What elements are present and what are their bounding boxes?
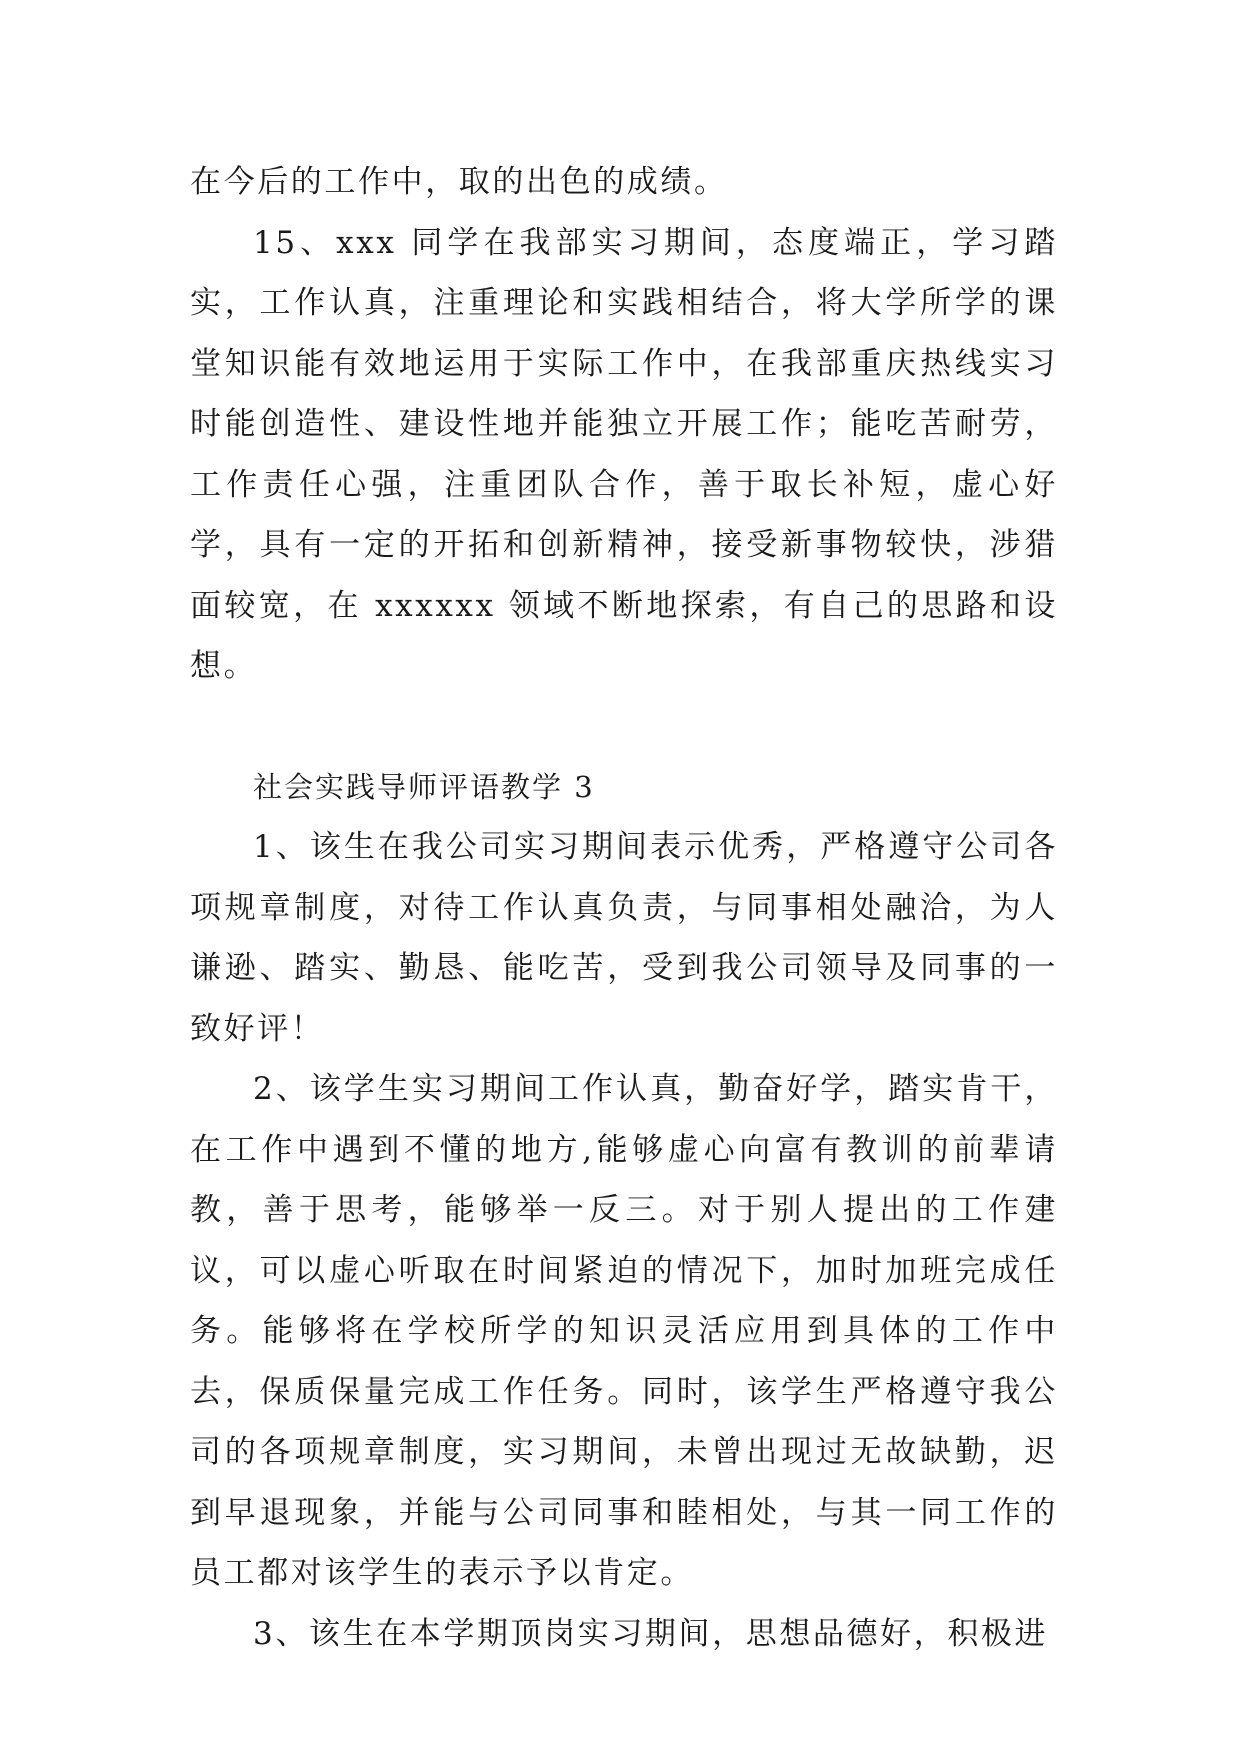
paragraph-continuation: 在今后的工作中，取的出色的成绩。 (190, 164, 728, 200)
section-heading: 社会实践导师评语教学 3 (253, 769, 595, 804)
paragraph-comment-2: 2、该学生实习期间工作认真，勤奋好学，踏实肯干，在工作中遇到不懂的地方,能够虚心向富有教训的前辈请教，善于思考，能够举一反三。对于别人提出的工作建议，可以虚心听取在时间紧迫的情况下，加时加班完成任务。能够将在学校所学的知识灵活应用到具体的工作中去，保质保量完成工作任务。同时，该学生严格遵守我公司的各项规章制度，实习期间，未曾出现过无故缺勤，迟到早退现象，并能与公司同事和睦相处，与其一同工作的员工都对该学生的表示予以肯定。 (190, 1071, 1058, 1591)
document-page (190, 152, 1058, 1664)
paragraph-comment-15: 15、xxx 同学在我部实习期间，态度端正，学习踏实，工作认真，注重理论和实践相结合，将大学所学的课堂知识能有效地运用于实际工作中，在我部重庆热线实习时能创造性、建设性地并能独立开展工作；能吃苦耐劳，工作责任心强，注重团队合作，善于取长补短，虚心好学，具有一定的开拓和创新精神，接受新事物较快，涉猎面较宽，在 xxxxxx 领域不断地探索，有自己的思路和设想。 (190, 224, 1058, 684)
paragraph-comment-3: 3、该生在本学期顶岗实习期间，思想品德好，积极进 (253, 1615, 1049, 1652)
paragraph-comment-1: 1、该生在我公司实习期间表示优秀，严格遵守公司各项规章制度，对待工作认真负责，与同事相处融洽，为人谦逊、踏实、勤恳、能吃苦，受到我公司领导及同事的一致好评！ (190, 829, 1058, 1047)
